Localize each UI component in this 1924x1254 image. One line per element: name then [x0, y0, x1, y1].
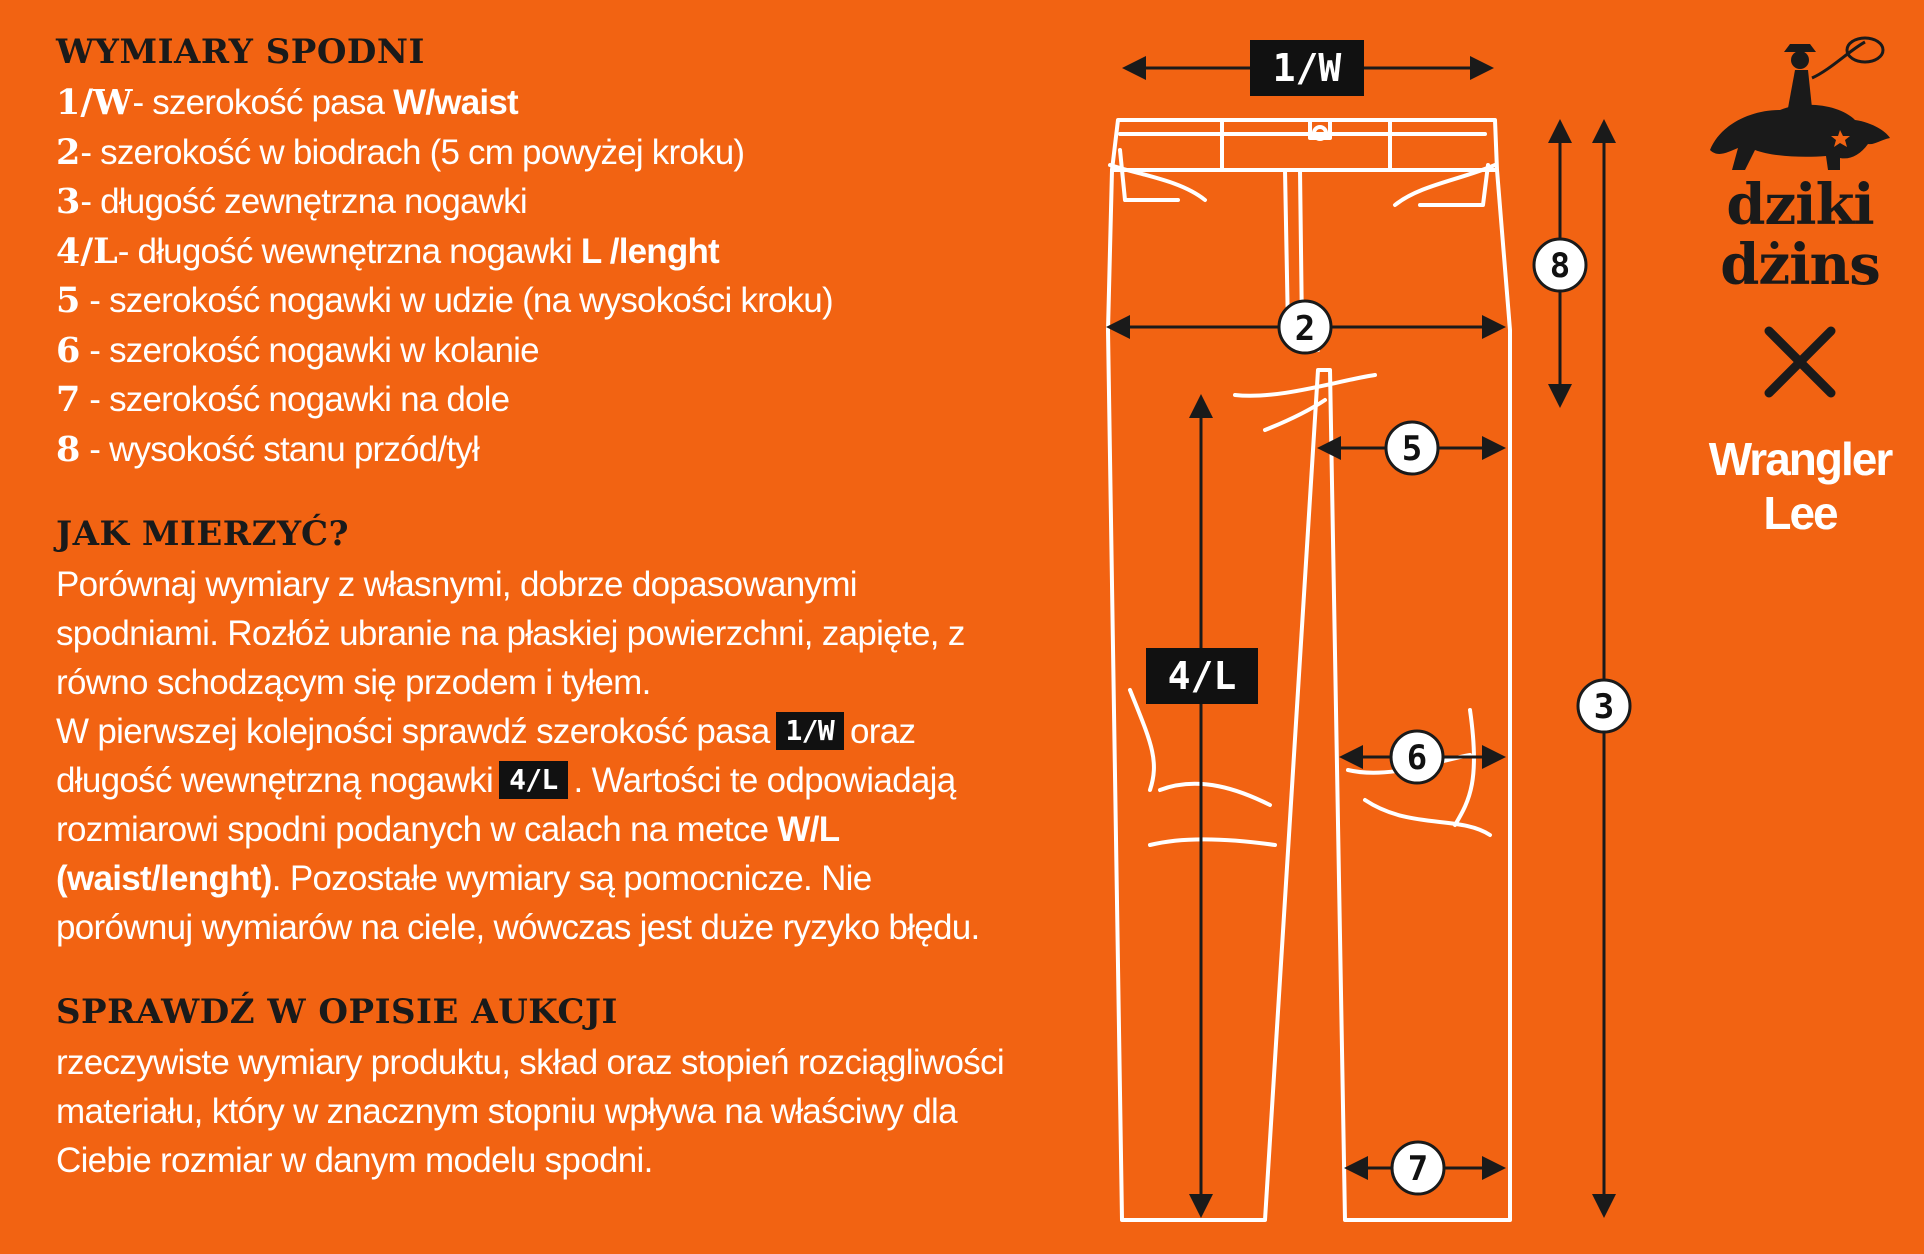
marker-2-text: 2	[1294, 309, 1316, 349]
marker-3-text: 3	[1593, 687, 1615, 727]
how-to-text: . Wartości te odpowiadają rozmiarowi spodni podanych w calach na metce	[56, 761, 956, 849]
legend-item	[56, 326, 1016, 376]
marker-2	[1279, 301, 1331, 353]
cross-icon	[1690, 317, 1910, 412]
legend-text: - długość zewnętrzna nogawki	[80, 182, 527, 221]
legend-number: 6	[56, 329, 81, 371]
partner-logo-wrangler: Wrangler	[1708, 433, 1892, 485]
legend-number: 3	[56, 181, 81, 222]
legend-item	[56, 227, 1016, 277]
legend-text: - szerokość nogawki na dole	[80, 380, 510, 419]
marker-5	[1386, 422, 1438, 474]
how-to-text: oraz długość wewnętrzną nogawki	[56, 712, 916, 800]
legend-item	[56, 425, 1016, 475]
legend-number: 5	[56, 280, 81, 321]
auction-text: rzeczywiste wymiary produktu, skład oraz stopień rozciągliwości materiału, który w znacznym stopniu wpływa na właściwy dla Ciebie rozmiar w danym modelu spodni.	[56, 1043, 1004, 1180]
how-to-section	[56, 512, 1016, 952]
legend-number: 8	[56, 428, 81, 470]
legend-item	[56, 177, 1016, 227]
trousers-diagram	[1040, 30, 1660, 1230]
info-column	[56, 30, 1016, 1185]
marker-8	[1534, 239, 1586, 291]
label-length-text: 4/L	[1167, 654, 1237, 698]
marker-6	[1391, 731, 1443, 783]
legend-bold: L /lenght	[580, 231, 719, 271]
partner-logo-lee: Lee	[1763, 487, 1837, 539]
cowboy-riding-boar-icon	[1690, 30, 1910, 170]
legend-text: - długość wewnętrzna nogawki	[117, 231, 581, 271]
legend-text: - szerokość w biodrach (5 cm powyżej kroku)	[80, 132, 745, 172]
auction-section	[56, 990, 1016, 1185]
brand-name-line2: dżins	[1720, 232, 1880, 298]
legend-number: 4/L	[56, 230, 118, 272]
tag-length: 4/L	[499, 761, 567, 799]
legend-text: - szerokość nogawki w udzie (na wysokości kroku)	[80, 281, 833, 320]
marker-7	[1392, 1142, 1444, 1194]
marker-3	[1578, 680, 1630, 732]
legend-title: WYMIARY SPODNI	[56, 32, 425, 72]
brand-logos	[1690, 30, 1910, 540]
marker-7-text: 7	[1407, 1149, 1429, 1189]
legend-bold: W/waist	[393, 83, 518, 122]
marker-5-text: 5	[1401, 429, 1423, 469]
legend-text: - szerokość pasa	[132, 83, 394, 122]
how-to-text: . Pozostałe wymiary są pomocnicze. Nie porównuj wymiarów na ciele, wówczas jest duże ryzyko błędu.	[56, 859, 980, 947]
legend-number: 1/W	[56, 82, 133, 123]
how-to-paragraph-1: Porównaj wymiary z własnymi, dobrze dopasowanymi spodniami. Rozłóż ubranie na płaskiej powierzchni, zapięte, z równo schodzącym się przodem i tyłem.	[56, 565, 965, 702]
legend-list	[56, 78, 1016, 474]
marker-6-text: 6	[1406, 738, 1428, 778]
legend-item	[56, 78, 1016, 128]
auction-title: SPRAWDŹ W OPISIE AUKCJI	[56, 992, 618, 1032]
legend-number: 2	[56, 131, 81, 173]
how-to-bold: W/L (waist/lenght)	[56, 810, 839, 898]
label-waist-text: 1/W	[1272, 46, 1342, 90]
marker-8-text: 8	[1549, 246, 1571, 286]
legend-number: 7	[56, 379, 81, 420]
legend-item	[56, 375, 1016, 425]
legend-item	[56, 276, 1016, 326]
tag-waist: 1/W	[776, 712, 844, 750]
label-length	[1146, 648, 1258, 704]
legend-item	[56, 128, 1016, 178]
legend-text: - wysokość stanu przód/tył	[80, 429, 479, 469]
how-to-title: JAK MIERZYĆ?	[56, 514, 350, 554]
brand-name-line1: dziki	[1726, 172, 1874, 238]
label-waist	[1250, 40, 1364, 96]
how-to-paragraph-2	[56, 707, 1016, 952]
how-to-text: W pierwszej kolejności sprawdź szerokość pasa	[56, 712, 770, 751]
measurement-arrows	[1112, 68, 1604, 1212]
legend-text: - szerokość nogawki w kolanie	[80, 330, 539, 370]
